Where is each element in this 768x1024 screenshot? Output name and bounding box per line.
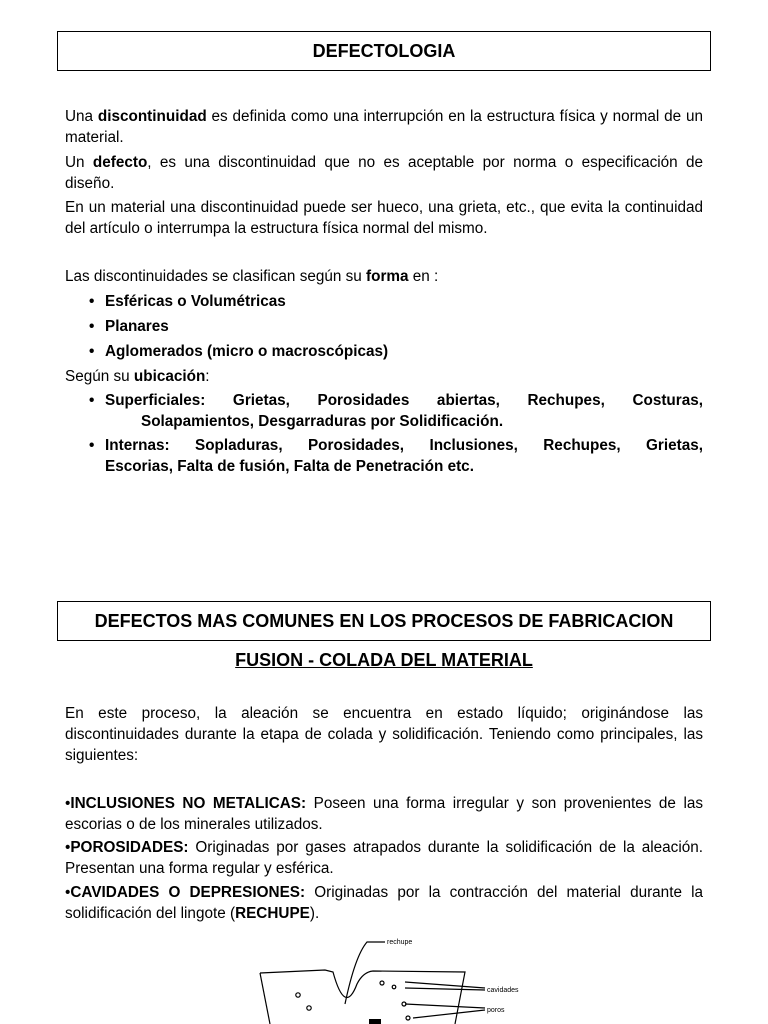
- paragraph-discontinuidad: [65, 106, 703, 148]
- text: Un: [65, 154, 93, 171]
- pore-mark: [406, 1016, 410, 1020]
- bullet: •: [89, 392, 95, 409]
- ingot-left-edge: [260, 973, 270, 1024]
- text: Las discontinuidades se clasifican según su: [65, 268, 367, 285]
- list-item-text: Aglomerados (micro o macroscópicas): [105, 343, 389, 360]
- term-discontinuidad: discontinuidad: [97, 108, 207, 125]
- ubicacion-list: [65, 390, 703, 481]
- defect-name: INCLUSIONES NO METALICAS:: [70, 795, 307, 812]
- list-item-text-continued: Solapamientos, Desgarraduras por Solidificación.: [141, 413, 504, 430]
- term-ubicacion: ubicación: [133, 368, 206, 385]
- pore-mark: [392, 985, 396, 989]
- section-title: DEFECTOS MAS COMUNES EN LOS PROCESOS DE FABRICACION: [94, 610, 674, 631]
- text: en :: [408, 268, 439, 285]
- paragraph-ubicacion: [65, 366, 703, 387]
- text: ).: [309, 905, 320, 922]
- list-item-text: Esféricas o Volumétricas: [105, 293, 286, 310]
- cavidades-leader-2: [405, 988, 485, 990]
- poros-leader-2: [413, 1010, 485, 1018]
- list-item: [65, 291, 703, 312]
- list-item: [65, 341, 703, 362]
- paragraph-defecto: [65, 152, 703, 194]
- forma-list: [65, 291, 703, 366]
- page-title: DEFECTOLOGIA: [312, 40, 456, 61]
- pore-mark: [296, 993, 300, 997]
- label-cavidades: cavidades: [487, 987, 519, 994]
- bullet: •: [65, 795, 71, 812]
- term-defecto: defecto: [92, 154, 148, 171]
- paragraph-material: En un material una discontinuidad puede ser hueco, una grieta, etc., que evita la continuidad del artículo o interrumpa la estructura física normal del mismo.: [65, 199, 703, 237]
- text: , es una discontinuidad que no es aceptable por norma o especificación de diseño.: [65, 154, 703, 192]
- text: Según su: [65, 368, 134, 385]
- list-item: [65, 435, 703, 477]
- list-item: [65, 316, 703, 337]
- section-title-box: [57, 601, 711, 641]
- section-subtitle: FUSION - COLADA DEL MATERIAL: [235, 650, 533, 670]
- list-item-text-continued: Escorias, Falta de fusión, Falta de Penetración etc.: [105, 458, 474, 475]
- paragraph-forma: [65, 266, 703, 287]
- list-item-text: Superficiales: Grietas, Porosidades abiertas, Rechupes, Costuras,: [105, 392, 703, 409]
- defect-cavidades: [65, 882, 703, 924]
- list-item-text: Internas: Sopladuras, Porosidades, Inclusiones, Rechupes, Grietas,: [105, 437, 703, 454]
- pore-mark: [307, 1006, 311, 1010]
- pore-mark: [380, 981, 384, 985]
- poros-leader-1: [405, 1004, 485, 1008]
- bullet: •: [89, 293, 95, 310]
- defect-description: Poseen una forma irregular y son provenientes de las escorias o de los minerales utilizados.: [65, 795, 704, 833]
- page-title-box: [57, 31, 711, 71]
- cavidades-leader-1: [405, 982, 485, 988]
- defect-porosidades: [65, 837, 703, 879]
- casting-defects-diagram: [255, 936, 525, 1024]
- bullet: •: [89, 437, 95, 454]
- defect-name: POROSIDADES:: [70, 839, 189, 856]
- bullet: •: [89, 318, 95, 335]
- term-forma: forma: [366, 268, 409, 285]
- text: es definida como una interrupción en la estructura física y normal de un material.: [65, 108, 704, 146]
- label-poros: poros: [487, 1007, 505, 1014]
- inclusion-mark: [369, 1019, 381, 1024]
- list-item: [65, 390, 703, 432]
- defect-name: CAVIDADES O DEPRESIONES:: [70, 884, 306, 901]
- bullet: •: [65, 884, 71, 901]
- text: :: [205, 368, 210, 385]
- defect-description: Originadas por gases atrapados durante la solidificación de la aleación. Presentan una forma regular y esférica.: [65, 839, 703, 877]
- label-rechupe: rechupe: [387, 939, 413, 946]
- bullet: •: [65, 839, 71, 856]
- text: Una: [65, 108, 98, 125]
- defect-inclusiones: [65, 793, 703, 835]
- list-item-text: Planares: [105, 318, 169, 335]
- term-rechupe: RECHUPE: [235, 905, 310, 922]
- defect-description: Originadas por la contracción del material durante la solidificación del lingote (: [65, 884, 703, 922]
- paragraph-proceso: En este proceso, la aleación se encuentra en estado líquido; originándose las discontinuidades durante la etapa de colada y solidificación. Teniendo como principales, las siguientes:: [65, 705, 703, 764]
- bullet: •: [89, 343, 95, 360]
